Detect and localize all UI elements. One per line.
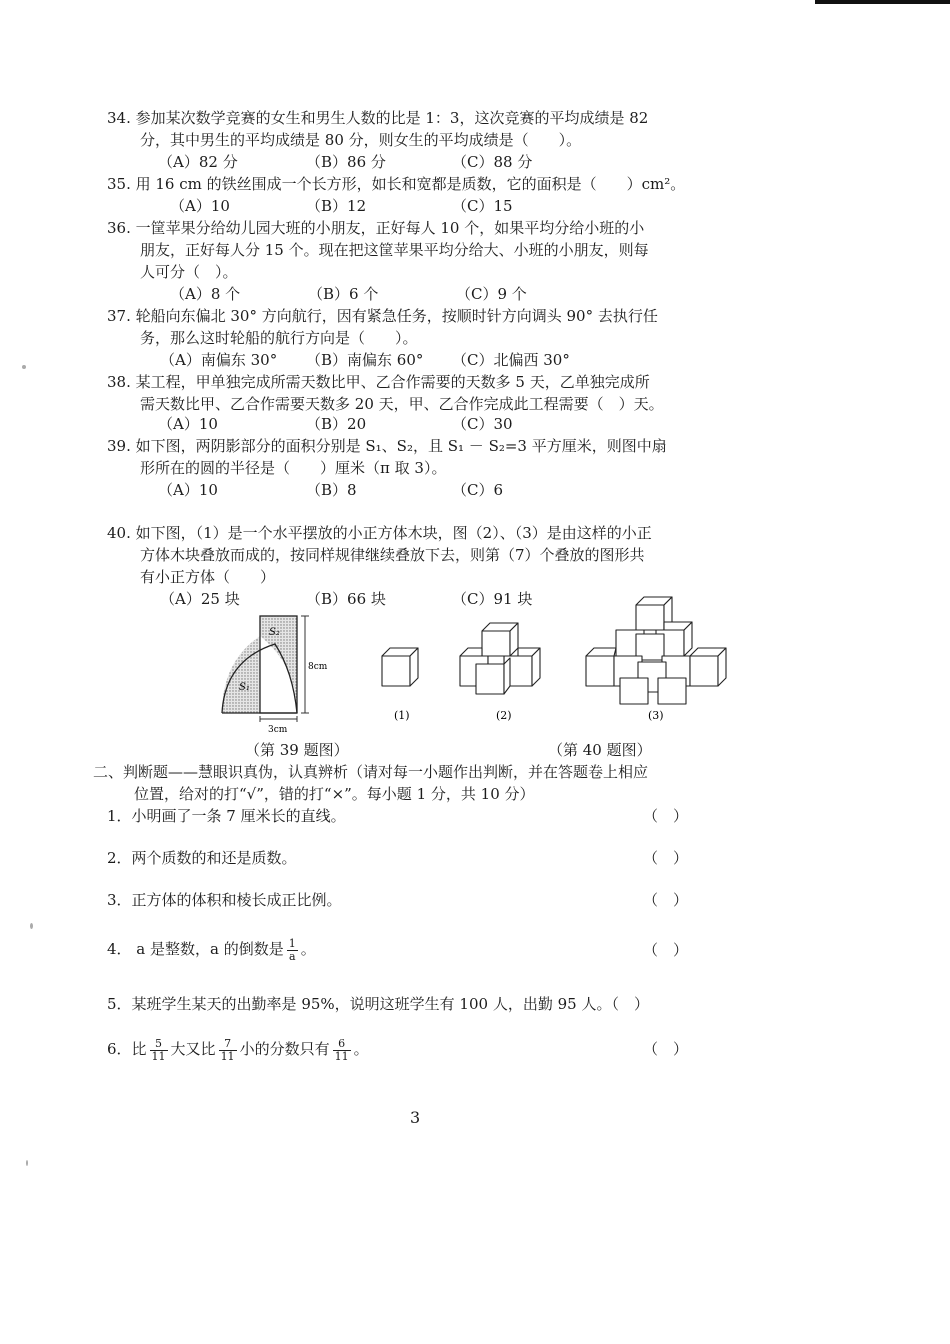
- q36-line3: 人可分（ ）。: [140, 263, 238, 281]
- height-label: 8cm: [308, 662, 328, 672]
- fraction-5-11: $\frac{5}{11}$: [151, 1036, 166, 1063]
- q37-option-a: （A）南偏东 30°: [160, 351, 278, 369]
- figure-1-label: (1): [394, 709, 410, 722]
- judge-item-1: 1．小明画了一条 7 厘米长的直线。: [107, 807, 346, 825]
- q39-option-c: （C）6: [452, 481, 504, 499]
- scan-edge-bar: [815, 0, 950, 4]
- q36-option-c: （C）9 个: [456, 285, 527, 303]
- scan-speck: [30, 923, 33, 929]
- q34-option-a: （A）82 分: [158, 153, 238, 171]
- judge-item-2-answer-blank: （ ）: [643, 849, 689, 867]
- q40-option-c: （C）91 块: [452, 590, 533, 608]
- q35-option-a: （A）10: [170, 197, 230, 215]
- q35-line1: 35. 用 16 cm 的铁丝围成一个长方形，如长和宽都是质数，它的面积是（ ）cm²。: [107, 175, 686, 193]
- scan-speck: [22, 365, 26, 369]
- cube-figure-2: [460, 623, 540, 694]
- judge-item-4-text: 4． a 是整数，a 的倒数是: [107, 940, 284, 958]
- fraction-6-11: $\frac{6}{11}$: [334, 1036, 349, 1063]
- section2-heading-line1: 二、判断题——慧眼识真伪，认真辨析（请对每一小题作出判断，并在答题卷上相应: [93, 763, 649, 781]
- q39-option-a: （A）10: [158, 481, 218, 499]
- q40-line3: 有小正方体（ ）: [140, 568, 276, 586]
- s2-label: S₂: [269, 627, 280, 638]
- q40-line2: 方体木块叠放而成的，按同样规律继续叠放下去，则第（7）个叠放的图形共: [140, 546, 645, 564]
- q38-option-a: （A）10: [158, 415, 218, 433]
- q38-line1: 38. 某工程，甲单独完成所需天数比甲、乙合作需要的天数多 5 天，乙单独完成所: [107, 373, 650, 391]
- q34-line2: 分，其中男生的平均成绩是 80 分，则女生的平均成绩是（ ）。: [140, 131, 582, 149]
- q37-line1: 37. 轮船向东偏北 30° 方向航行，因有紧急任务，按顺时针方向调头 90° 去执行任: [107, 307, 658, 325]
- q39-line2: 形所在的圆的半径是（ ）厘米（π 取 3）。: [140, 459, 447, 477]
- figure-39-caption: （第 39 题图）: [245, 741, 349, 759]
- q37-option-b: （B）南偏东 60°: [306, 351, 424, 369]
- scan-speck: [26, 1160, 28, 1166]
- q36-line2: 朋友，正好每人分 15 个。现在把这筐苹果平均分给大、小班的小朋友，则每: [140, 241, 649, 259]
- q40-option-a: （A）25 块: [160, 590, 240, 608]
- q38-option-b: （B）20: [306, 415, 367, 433]
- page-number: 3: [410, 1108, 421, 1127]
- judge-item-3: 3．正方体的体积和棱长成正比例。: [107, 891, 342, 909]
- s1-shaded-region: [222, 636, 260, 713]
- figure-3-label: (3): [648, 709, 664, 722]
- section2-heading-line2: 位置，给对的打“√”，错的打“×”。每小题 1 分，共 10 分）: [134, 785, 535, 803]
- q36-option-b: （B）6 个: [308, 285, 379, 303]
- q36-line1: 36. 一筐苹果分给幼儿园大班的小朋友，正好每人 10 个，如果平均分给小班的小: [107, 219, 645, 237]
- figure-40-caption: （第 40 题图）: [548, 741, 652, 759]
- fraction-1-over-a: $\frac{1}{a}$: [288, 936, 296, 963]
- q40-line1: 40. 如下图，（1）是一个水平摆放的小正方体木块，图（2）、（3）是由这样的小正: [107, 524, 652, 542]
- q34-option-c: （C）88 分: [452, 153, 533, 171]
- cube-figure-3: [586, 597, 726, 704]
- q40-option-b: （B）66 块: [306, 590, 386, 608]
- q38-line2: 需天数比甲、乙合作需要天数多 20 天，甲、乙合作完成此工程需要（ ）天。: [140, 395, 664, 413]
- q34-option-b: （B）86 分: [306, 153, 386, 171]
- figure-40-diagram: [372, 592, 732, 727]
- cube-figure-1: [382, 648, 418, 686]
- figure-2-label: (2): [496, 709, 512, 722]
- width-label: 3cm: [268, 725, 288, 735]
- judge-item-4: 4． a 是整数，a 的倒数是 $\frac{1}{a}$ 。: [107, 936, 316, 963]
- judge-item-2: 2．两个质数的和还是质数。: [107, 849, 297, 867]
- q36-option-a: （A）8 个: [170, 285, 241, 303]
- judge-item-6: 6．比 $\frac{5}{11}$ 大又比 $\frac{7}{11}$ 小的分数只有 $\frac{6}{11}$ 。: [107, 1036, 369, 1063]
- judge-item-5: 5．某班学生某天的出勤率是 95%，说明这班学生有 100 人，出勤 95 人。（ ）: [107, 995, 649, 1013]
- q39-option-b: （B）8: [306, 481, 357, 499]
- q37-option-c: （C）北偏西 30°: [452, 351, 570, 369]
- judge-item-6-answer-blank: （ ）: [643, 1040, 689, 1058]
- q39-line1: 39. 如下图，两阴影部分的面积分别是 S₁、S₂，且 S₁ － S₂=3 平方厘米，则图中扇: [107, 437, 667, 455]
- figure-39-diagram: [205, 612, 345, 737]
- q35-option-b: （B）12: [306, 197, 367, 215]
- judge-item-1-answer-blank: （ ）: [643, 807, 689, 825]
- s1-label: S₁: [239, 682, 250, 693]
- q38-option-c: （C）30: [452, 415, 513, 433]
- q37-line2: 务，那么这时轮船的航行方向是（ ）。: [140, 329, 418, 347]
- judge-item-4-answer-blank: （ ）: [643, 941, 689, 959]
- fraction-7-11: $\frac{7}{11}$: [220, 1036, 235, 1063]
- q34-line1: 34. 参加某次数学竞赛的女生和男生人数的比是 1：3，这次竞赛的平均成绩是 82: [107, 109, 649, 127]
- judge-item-3-answer-blank: （ ）: [643, 891, 689, 909]
- q35-option-c: （C）15: [452, 197, 513, 215]
